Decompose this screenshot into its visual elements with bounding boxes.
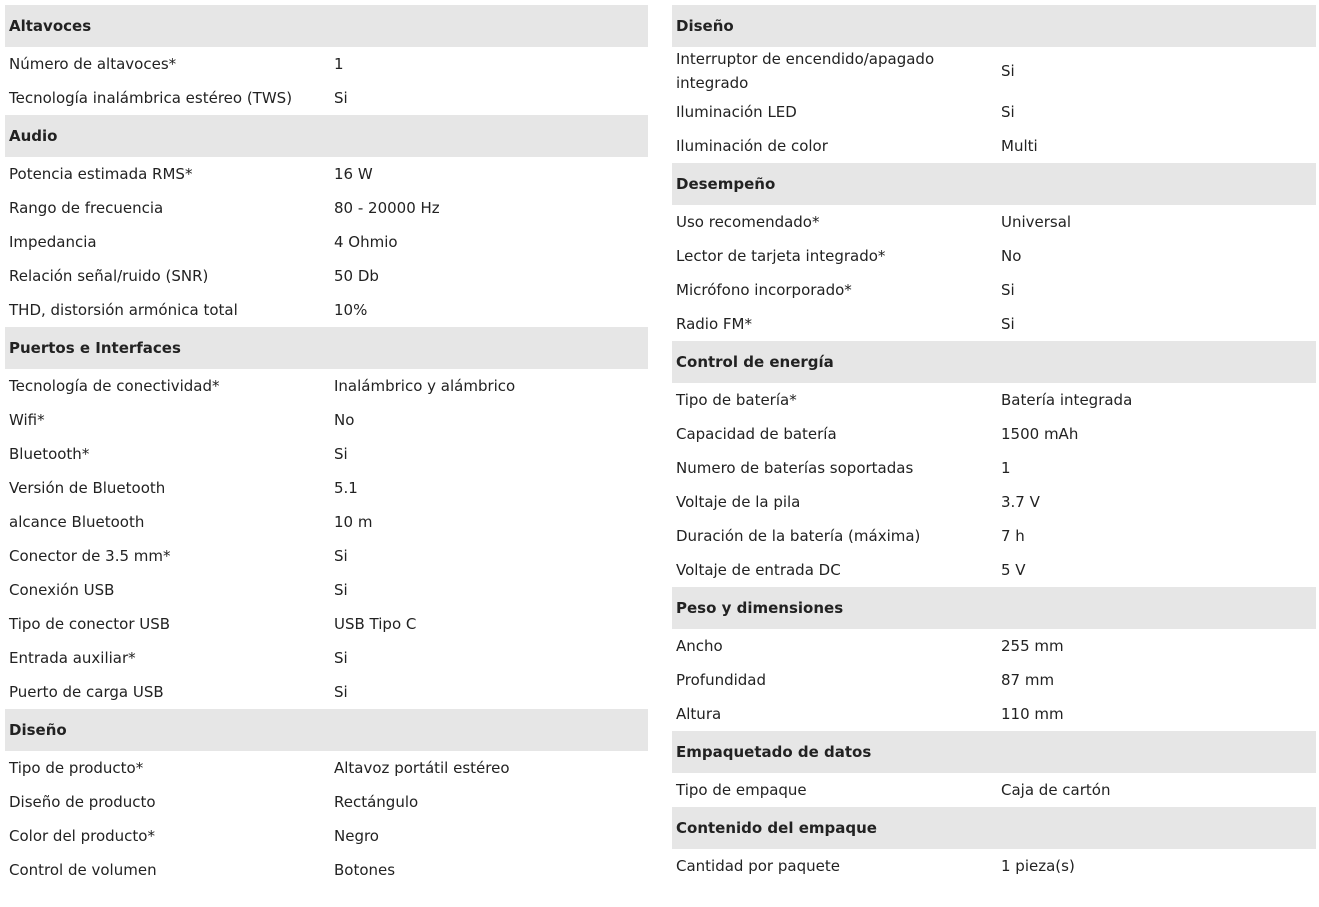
spec-label: Voltaje de la pila [676, 493, 801, 511]
spec-label: Iluminación LED [676, 103, 797, 121]
spec-label: Número de altavoces* [9, 55, 177, 73]
spec-value: Si [334, 547, 348, 565]
spec-section-diseno [672, 5, 1316, 163]
section-title: Audio [5, 115, 648, 157]
spec-label: Radio FM* [676, 315, 752, 333]
spec-label: Relación señal/ruido (SNR) [9, 267, 209, 285]
spec-label: Tipo de batería* [676, 391, 797, 409]
spec-section-puertos-e-interfaces [5, 327, 648, 709]
spec-value: 16 W [334, 165, 373, 183]
spec-row [5, 403, 648, 437]
spec-row [5, 675, 648, 709]
spec-value: 7 h [1001, 527, 1025, 545]
spec-label: Impedancia [9, 233, 97, 251]
spec-row [5, 437, 648, 471]
spec-section-diseno [5, 709, 648, 887]
spec-label: Puerto de carga USB [9, 683, 164, 701]
section-title: Altavoces [5, 5, 648, 47]
spec-row [672, 773, 1316, 807]
spec-value: Si [334, 683, 348, 701]
spec-value: 1 pieza(s) [1001, 857, 1075, 875]
section-title: Diseño [672, 5, 1316, 47]
spec-label: Iluminación de color [676, 137, 828, 155]
section-title: Control de energía [672, 341, 1316, 383]
spec-value: 5.1 [334, 479, 358, 497]
spec-label: Cantidad por paquete [676, 857, 840, 875]
spec-value: Si [1001, 315, 1015, 333]
spec-label: Conexión USB [9, 581, 115, 599]
spec-row [5, 471, 648, 505]
spec-value: 110 mm [1001, 705, 1064, 723]
spec-value: 50 Db [334, 267, 379, 285]
section-title: Diseño [5, 709, 648, 751]
spec-row [672, 451, 1316, 485]
spec-label: Tecnología de conectividad* [9, 377, 220, 395]
spec-value: Si [1001, 62, 1015, 80]
spec-value: No [334, 411, 355, 429]
spec-value: Si [334, 445, 348, 463]
spec-label: Diseño de producto [9, 793, 156, 811]
spec-row [672, 129, 1316, 163]
spec-label: Tecnología inalámbrica estéreo (TWS) [9, 89, 293, 107]
spec-row [5, 191, 648, 225]
spec-row [672, 663, 1316, 697]
spec-label: Tipo de empaque [676, 781, 807, 799]
spec-value: 1 [1001, 459, 1011, 477]
spec-label: Rango de frecuencia [9, 199, 164, 217]
spec-row [672, 485, 1316, 519]
spec-row [672, 697, 1316, 731]
spec-section-control-de-energia [672, 341, 1316, 587]
spec-value: Si [334, 89, 348, 107]
spec-column-left [5, 5, 648, 887]
spec-row [5, 785, 648, 819]
spec-value: Batería integrada [1001, 391, 1133, 409]
spec-value: 255 mm [1001, 637, 1064, 655]
spec-value: Inalámbrico y alámbrico [334, 377, 516, 395]
section-title: Puertos e Interfaces [5, 327, 648, 369]
spec-row [672, 629, 1316, 663]
spec-value: Caja de cartón [1001, 781, 1111, 799]
spec-value: Universal [1001, 213, 1072, 231]
spec-value: Si [334, 581, 348, 599]
spec-label: Bluetooth* [9, 445, 90, 463]
spec-label: Lector de tarjeta integrado* [676, 247, 886, 265]
spec-row [5, 751, 648, 785]
spec-row [5, 853, 648, 887]
spec-row [672, 95, 1316, 129]
spec-row [5, 573, 648, 607]
spec-value: 1500 mAh [1001, 425, 1079, 443]
spec-section-empaquetado-de-datos [672, 731, 1316, 807]
spec-row [5, 607, 648, 641]
spec-label: Control de volumen [9, 861, 157, 879]
spec-label: Numero de baterías soportadas [676, 459, 914, 477]
spec-value: Rectángulo [334, 793, 419, 811]
spec-label: Conector de 3.5 mm* [9, 547, 171, 565]
spec-row [5, 369, 648, 403]
spec-row [5, 819, 648, 853]
spec-value: 87 mm [1001, 671, 1055, 689]
spec-value: Si [1001, 103, 1015, 121]
spec-label: Versión de Bluetooth [9, 479, 166, 497]
spec-label: Entrada auxiliar* [9, 649, 136, 667]
spec-section-desempeno [672, 163, 1316, 341]
spec-value: 3.7 V [1001, 493, 1040, 511]
spec-row [5, 259, 648, 293]
spec-row [672, 553, 1316, 587]
section-title: Peso y dimensiones [672, 587, 1316, 629]
spec-value: 10 m [334, 513, 373, 531]
spec-value: Multi [1001, 137, 1038, 155]
spec-value: 1 [334, 55, 344, 73]
spec-label: Duración de la batería (máxima) [676, 527, 921, 545]
spec-label: Tipo de producto* [9, 759, 144, 777]
spec-row [672, 47, 1316, 95]
spec-row [5, 505, 648, 539]
spec-column-right [672, 5, 1316, 883]
spec-value: 10% [334, 301, 368, 319]
spec-row [672, 273, 1316, 307]
spec-label: Uso recomendado* [676, 213, 820, 231]
spec-value: Si [334, 649, 348, 667]
spec-value: No [1001, 247, 1022, 265]
spec-label: Capacidad de batería [676, 425, 837, 443]
spec-row [672, 849, 1316, 883]
spec-label: Profundidad [676, 671, 767, 689]
spec-label: Potencia estimada RMS* [9, 165, 193, 183]
section-title: Contenido del empaque [672, 807, 1316, 849]
spec-row [5, 157, 648, 191]
spec-row [5, 539, 648, 573]
spec-section-contenido-del-empaque [672, 807, 1316, 883]
spec-value: USB Tipo C [334, 615, 417, 633]
spec-label: Voltaje de entrada DC [676, 561, 841, 579]
spec-label: Wifi* [9, 411, 45, 429]
spec-row [672, 239, 1316, 273]
spec-value: Altavoz portátil estéreo [334, 759, 510, 777]
spec-value: Negro [334, 827, 379, 845]
spec-section-audio [5, 115, 648, 327]
spec-label: Interruptor de encendido/apagado integrado [676, 50, 935, 92]
spec-row [672, 519, 1316, 553]
spec-row [5, 81, 648, 115]
spec-row [672, 205, 1316, 239]
section-title: Desempeño [672, 163, 1316, 205]
spec-label: alcance Bluetooth [9, 513, 145, 531]
spec-label: THD, distorsión armónica total [9, 301, 238, 319]
spec-section-altavoces [5, 5, 648, 115]
spec-label: Altura [676, 705, 722, 723]
section-title: Empaquetado de datos [672, 731, 1316, 773]
spec-label: Color del producto* [9, 827, 155, 845]
spec-row [672, 307, 1316, 341]
spec-value: Botones [334, 861, 396, 879]
spec-row [672, 383, 1316, 417]
spec-row [5, 47, 648, 81]
spec-row [5, 293, 648, 327]
spec-row [5, 225, 648, 259]
spec-row [5, 641, 648, 675]
spec-value: 4 Ohmio [334, 233, 398, 251]
spec-section-peso-y-dimensiones [672, 587, 1316, 731]
spec-label: Tipo de conector USB [9, 615, 171, 633]
spec-value: Si [1001, 281, 1015, 299]
spec-label: Micrófono incorporado* [676, 281, 852, 299]
spec-value: 5 V [1001, 561, 1026, 579]
spec-row [672, 417, 1316, 451]
spec-value: 80 - 20000 Hz [334, 199, 440, 217]
spec-label: Ancho [676, 637, 723, 655]
